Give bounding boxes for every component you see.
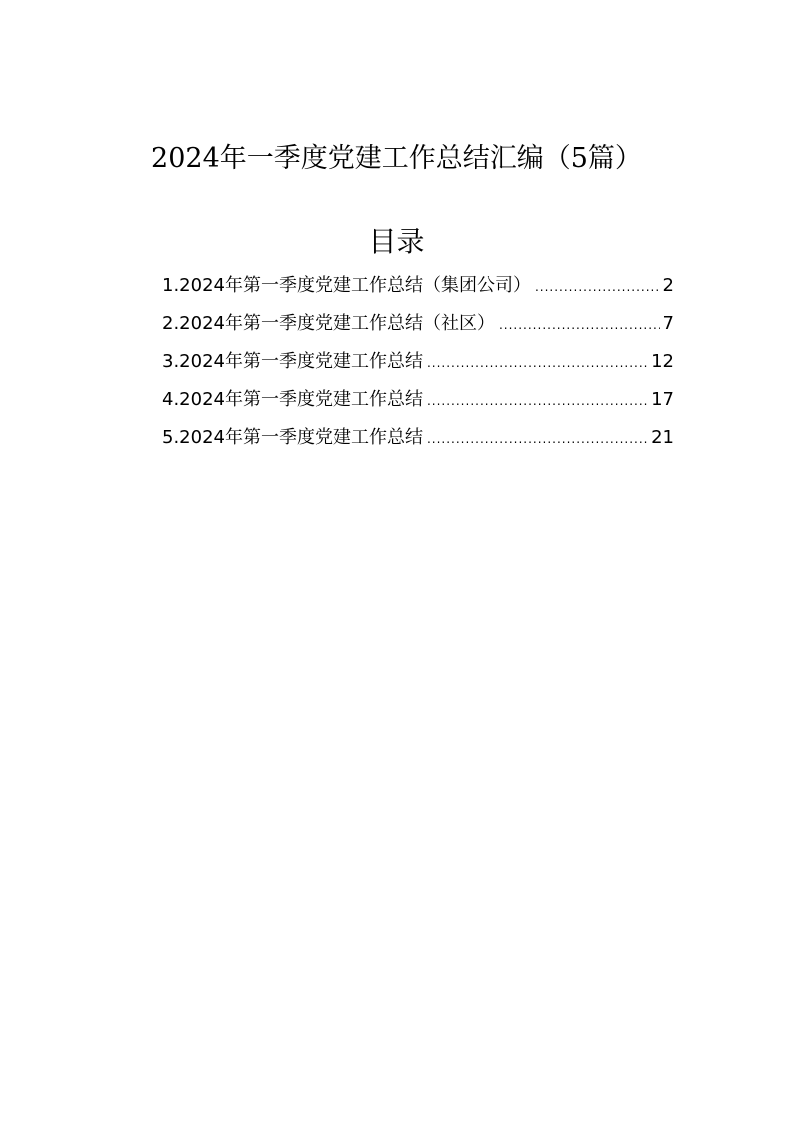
table-of-contents — [162, 267, 674, 457]
toc-entry-3[interactable] — [162, 343, 674, 381]
toc-dot-leader — [427, 382, 648, 420]
toc-page-number: 2 — [662, 275, 674, 296]
toc-dot-leader — [499, 306, 660, 344]
toc-dot-leader — [427, 420, 648, 458]
toc-entry-text: 2.2024年第一季度党建工作总结（社区） — [162, 313, 495, 334]
toc-entry-text: 1.2024年第一季度党建工作总结（集团公司） — [162, 275, 531, 296]
toc-page-number: 7 — [662, 313, 674, 334]
toc-entry-2[interactable] — [162, 305, 674, 343]
toc-entry-text: 3.2024年第一季度党建工作总结 — [162, 351, 423, 372]
toc-dot-leader — [427, 344, 648, 382]
toc-page-number: 21 — [651, 427, 674, 448]
toc-page-number: 12 — [651, 351, 674, 372]
toc-entry-text: 4.2024年第一季度党建工作总结 — [162, 389, 423, 410]
toc-entry-1[interactable] — [162, 267, 674, 305]
toc-page-number: 17 — [651, 389, 674, 410]
toc-heading: 目录 — [368, 225, 425, 258]
toc-dot-leader — [535, 268, 660, 306]
toc-entry-text: 5.2024年第一季度党建工作总结 — [162, 427, 423, 448]
toc-entry-4[interactable] — [162, 381, 674, 419]
document-title: 2024年一季度党建工作总结汇编（5篇） — [151, 143, 642, 174]
toc-entry-5[interactable] — [162, 419, 674, 457]
